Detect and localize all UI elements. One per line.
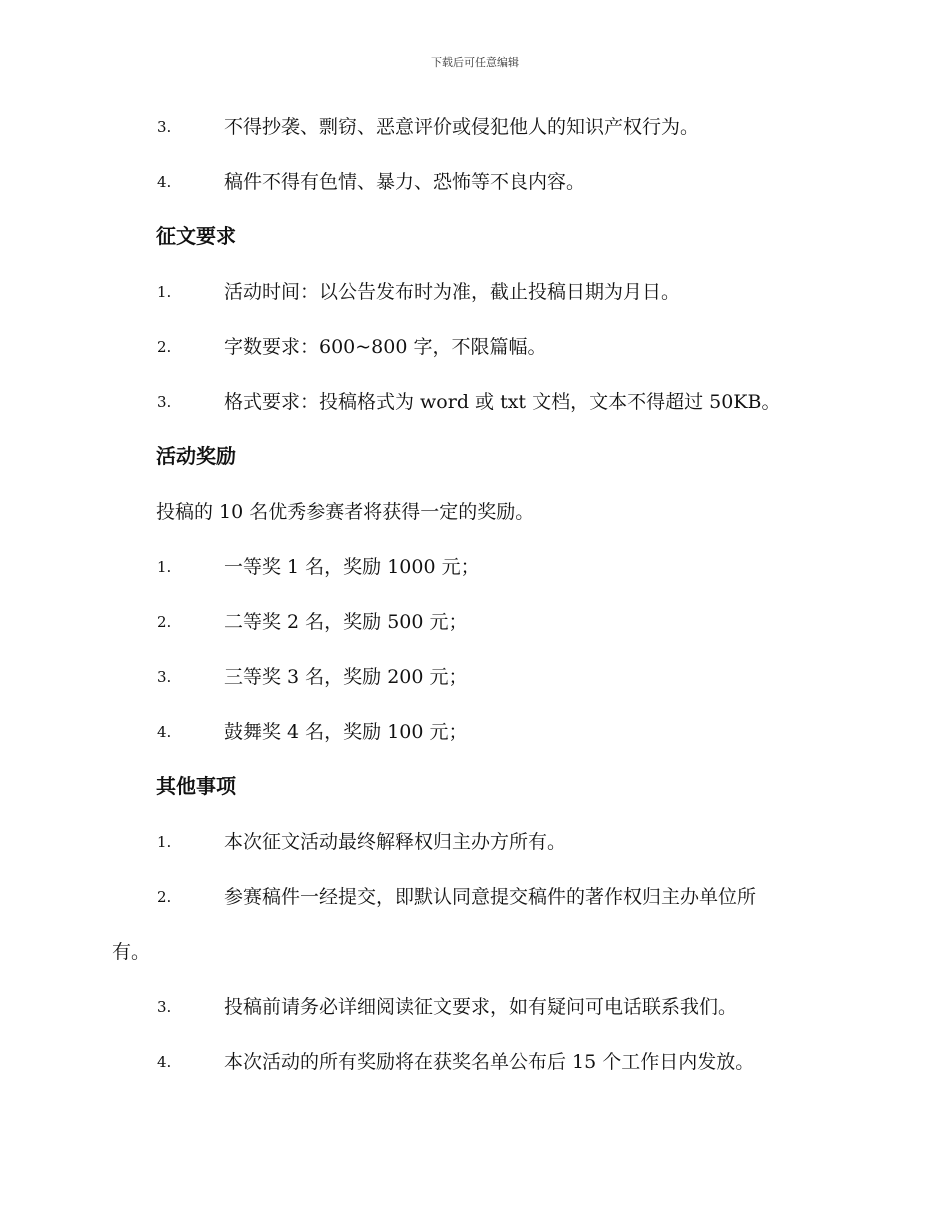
list-text: 字数要求：600~800 字，不限篇幅。 (224, 336, 547, 358)
list-text: 本次征文活动最终解释权归主办方所有。 (224, 831, 567, 853)
list-number: 4. (157, 173, 172, 191)
list-item (0, 705, 950, 760)
list-number: 1. (157, 558, 172, 576)
list-number: 4. (157, 1053, 172, 1071)
list-number: 3. (157, 668, 172, 686)
list-item (0, 540, 950, 595)
list-number: 2. (157, 613, 172, 631)
list-text: 三等奖 3 名，奖励 200 元； (224, 666, 468, 688)
list-item (0, 980, 950, 1035)
list-item (0, 265, 950, 320)
list-item (0, 870, 950, 980)
list-text: 鼓舞奖 4 名，奖励 100 元； (224, 721, 468, 743)
list-item (0, 1035, 950, 1090)
list-text: 稿件不得有色情、暴力、恐怖等不良内容。 (224, 171, 586, 193)
section-title: 活动奖励 (156, 444, 236, 468)
list-text: 本次活动的所有奖励将在获奖名单公布后 15 个工作日内发放。 (224, 1051, 755, 1073)
list-text: 不得抄袭、剽窃、恶意评价或侵犯他人的知识产权行为。 (224, 116, 700, 138)
list-number: 3. (157, 118, 172, 136)
list-number: 3. (157, 393, 172, 411)
page-header: 下载后可任意编辑 (431, 56, 519, 69)
list-number: 2. (157, 338, 172, 356)
section-title: 其他事项 (156, 774, 236, 798)
list-item (0, 650, 950, 705)
section-title: 征文要求 (156, 224, 236, 248)
list-text: 一等奖 1 名，奖励 1000 元； (224, 556, 480, 578)
list-text: 格式要求：投稿格式为 word 或 txt 文档，文本不得超过 50KB。 (224, 391, 781, 413)
list-text: 二等奖 2 名，奖励 500 元； (224, 611, 468, 633)
section-heading-awards (0, 430, 950, 485)
list-number: 2. (157, 888, 172, 906)
list-number: 4. (157, 723, 172, 741)
list-item (0, 320, 950, 375)
awards-intro-paragraph (0, 485, 950, 540)
list-text-continuation: 有。 (112, 941, 151, 963)
list-item (0, 595, 950, 650)
list-item (0, 100, 950, 155)
paragraph-text: 投稿的 10 名优秀参赛者将获得一定的奖励。 (156, 501, 535, 523)
list-number: 1. (157, 833, 172, 851)
list-item (0, 155, 950, 210)
document-body (0, 100, 950, 1090)
list-number: 1. (157, 283, 172, 301)
list-text: 投稿前请务必详细阅读征文要求，如有疑问可电话联系我们。 (224, 996, 738, 1018)
section-heading-other (0, 760, 950, 815)
list-item (0, 375, 950, 430)
list-item (0, 815, 950, 870)
list-text: 活动时间：以公告发布时为准，截止投稿日期为月日。 (224, 281, 681, 303)
section-heading-requirements (0, 210, 950, 265)
list-number: 3. (157, 998, 172, 1016)
list-text: 参赛稿件一经提交，即默认同意提交稿件的著作权归主办单位所 (224, 886, 757, 908)
